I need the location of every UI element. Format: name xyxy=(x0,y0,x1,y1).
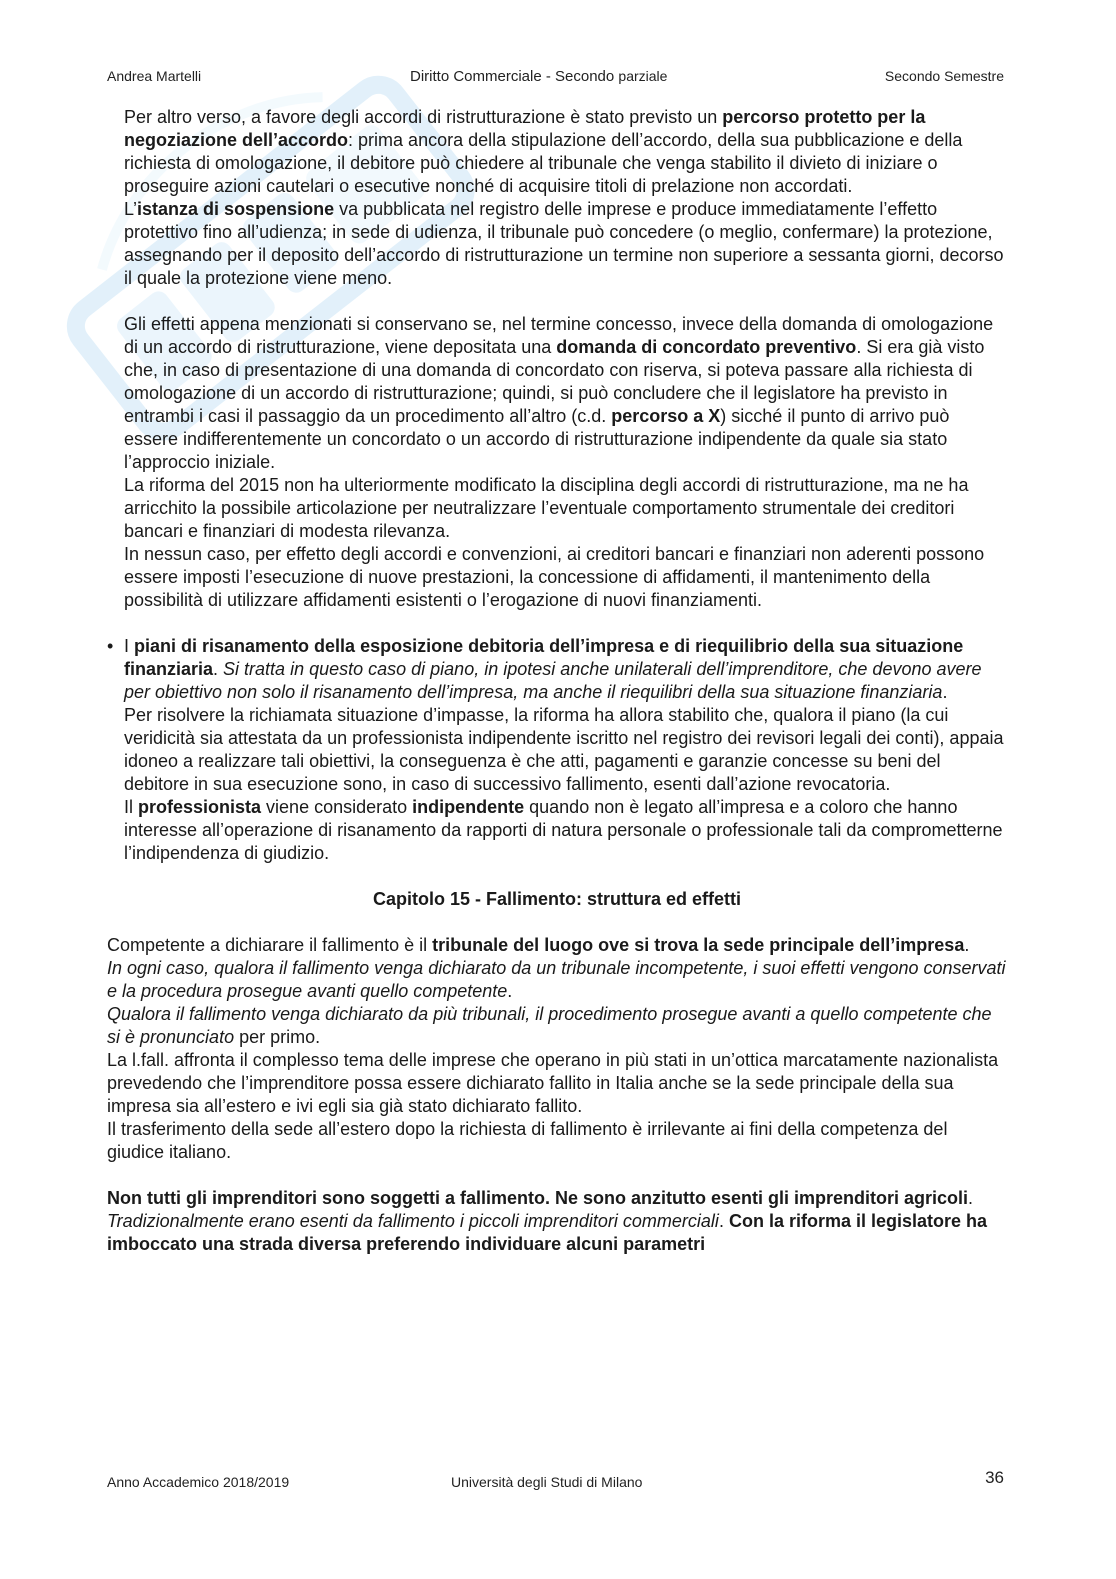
footer-page-number: 36 xyxy=(985,1468,1004,1487)
italic-text: Si tratta in questo caso di piano, in ipotesi anche unilaterali dell’imprenditore, che devono avere per obiettivo non solo il risanamento dell’impresa, ma anche il riequilibri della sua situazione finanziaria xyxy=(124,659,982,702)
bold-text: domanda di concordato preventivo xyxy=(556,337,857,357)
text-run: Per altro verso, a favore degli accordi di ristrutturazione è stato previsto un xyxy=(124,107,723,127)
bold-text: Non tutti gli imprenditori sono soggetti a fallimento. Ne sono anzitutto esenti gli imprenditori agricoli xyxy=(107,1188,969,1208)
text-run: : prima ancora della stipulazione dell’accordo, della sua pubblicazione e della richiesta di omologazione, il debitore può chiedere al tribunale che venga stabilito il divieto di iniziare o proseguire azioni cautelari o esecutive nonché di acquisire titoli di prelazione non accordati. xyxy=(124,130,963,196)
text-run: ) sicché il punto di arrivo può essere indifferentemente un concordato o un accordo di ristrutturazione indipendente da quale sia stato l’approccio iniziale. xyxy=(124,406,950,472)
text-run: . xyxy=(213,659,224,679)
page-content xyxy=(107,106,1007,1256)
header-author: Andrea Martelli xyxy=(107,68,202,84)
text-run: In nessun caso, per effetto degli accordi e convenzioni, ai creditori bancari e finanziari non aderenti possono essere imposti l’esecuzione di nuove prestazioni, la concessione di affidamenti, il mantenimento della possibilità di utilizzare affidamenti esistenti o l’erogazione di nuovi finanziamenti. xyxy=(124,544,985,610)
text-run: Per risolvere la richiamata situazione d’impasse, la riforma ha allora stabilito che, qualora il piano (la cui veridicità sia attestata da un professionista indipendente iscritto nel registro dei revisori legali dei conti), appaia idoneo a realizzare tali obiettivi, la conseguenza è che atti, pagamenti e garanzie concesse su beni del debitore in sua esecuzione sono, in caso di successivo fallimento, esenti dall’azione revocatoria. xyxy=(124,705,1004,794)
text-run: . xyxy=(964,935,970,955)
text-run: . xyxy=(718,1211,729,1231)
bold-text: piani di risanamento della esposizione debitoria dell’impresa e di riequilibrio della sua situazione finanziaria xyxy=(124,636,964,679)
bold-text: percorso a X xyxy=(611,406,721,426)
bullet-item-restructuring-plans xyxy=(107,635,1007,704)
paragraph-protected-path xyxy=(107,106,1007,198)
header-course-small: parziale xyxy=(618,68,668,84)
header-course-title: Diritto Commerciale - Secondo xyxy=(410,68,615,85)
chapter-title: Capitolo 15 - Fallimento: struttura ed effetti xyxy=(372,889,742,909)
paragraph-small-entrepreneurs xyxy=(107,1210,1007,1256)
text-run: . xyxy=(507,981,513,1001)
italic-text: Tradizionalmente erano esenti da fallimento i piccoli imprenditori commerciali xyxy=(107,1211,719,1231)
text-run: Il xyxy=(124,797,139,817)
header-course xyxy=(410,68,667,85)
paragraph-reform-2015 xyxy=(107,474,1007,543)
text-run: . Si era già visto che, in caso di presentazione di una domanda di concordato con riserva, si poteva passare alla richiesta di omologazione di un accordo di ristrutturazione; quindi, si può concludere che il legislatore ha previsto in entrambi i casi il passaggio da un procedimento all’altro (c.d. xyxy=(124,337,985,426)
paragraph-independent-professional xyxy=(107,796,1007,865)
bold-text: tribunale del luogo ove si trova la sede principale dell’impresa xyxy=(432,935,965,955)
paragraph-multiple-courts xyxy=(107,1003,1007,1049)
paragraph-effects-preserved xyxy=(107,313,1007,474)
text-run: viene considerato xyxy=(261,797,413,817)
paragraph-international xyxy=(107,1049,1007,1118)
footer-university: Università degli Studi di Milano xyxy=(451,1474,643,1490)
paragraph-competent-court xyxy=(107,934,1007,957)
paragraph-seat-transfer xyxy=(107,1118,1007,1164)
text-run: . xyxy=(968,1188,974,1208)
header-semester: Secondo Semestre xyxy=(884,68,1004,84)
text-run: L’ xyxy=(124,199,138,219)
paragraph-stay-request xyxy=(107,198,1007,290)
paragraph-non-adherent-creditors xyxy=(107,543,1007,612)
text-run: I xyxy=(124,636,135,656)
bold-text: indipendente xyxy=(412,797,525,817)
paragraph-incompetent-court xyxy=(107,957,1007,1003)
bold-text: istanza di sospensione xyxy=(137,199,335,219)
bullet-icon: • xyxy=(107,636,114,656)
paragraph-impasse xyxy=(107,704,1007,796)
text-run: Il trasferimento della sede all’estero dopo la richiesta di fallimento è irrilevante ai fini della competenza del giudice italiano. xyxy=(107,1119,948,1162)
paragraph-restructuring-plans xyxy=(107,635,1007,704)
bold-text: professionista xyxy=(138,797,262,817)
bold-text: Con la riforma il legislatore ha imboccato una strada diversa preferendo individuare alcuni parametri xyxy=(107,1211,988,1254)
footer-academic-year: Anno Accademico 2018/2019 xyxy=(107,1474,290,1490)
text-run: va pubblicata nel registro delle imprese e produce immediatamente l’effetto protettivo fino all’udienza; in sede di udienza, il tribunale può concedere (o meglio, confermare) la protezione, assegnando per il deposito dell’accordo di ristrutturazione un termine non superiore a sessanta giorni, decorso il quale la protezione viene meno. xyxy=(124,199,1004,288)
italic-text: In ogni caso, qualora il fallimento venga dichiarato da un tribunale incompetente, i suoi effetti vengono conservati e la procedura prosegue avanti quello competente xyxy=(107,958,1006,1001)
italic-text: Qualora il fallimento venga dichiarato da più tribunali, il procedimento prosegue avanti a quello competente che si è pronunciato xyxy=(107,1004,992,1047)
text-run: La riforma del 2015 non ha ulteriormente modificato la disciplina degli accordi di ristrutturazione, ma ne ha arricchito la possibile articolazione per neutralizzare l’eventuale comportamento strumentale dei creditori bancari e finanziari di modesta rilevanza. xyxy=(124,475,969,541)
text-run: Competente a dichiarare il fallimento è il xyxy=(107,935,433,955)
text-run: quando non è legato all’impresa e a coloro che hanno interesse all’operazione di risanamento da rapporti di natura personale o professionale tali da comprometterne l’indipendenza di giudizio. xyxy=(124,797,1003,863)
text-run: per primo. xyxy=(234,1027,321,1047)
text-run: La l.fall. affronta il complesso tema delle imprese che operano in più stati in un’ottica marcatamente nazionalista prevedendo che l’imprenditore possa essere dichiarato fallito in Italia anche se la sede principale della sua impresa sia all’estero e ivi egli sia già stato dichiarato fallito. xyxy=(107,1050,999,1116)
text-run: . xyxy=(942,682,948,702)
text-run: Gli effetti appena menzionati si conservano se, nel termine concesso, invece della domanda di omologazione di un accordo di ristrutturazione, viene depositata una xyxy=(124,314,994,357)
paragraph-exempt-entrepreneurs xyxy=(107,1187,1007,1210)
bold-text: percorso protetto per la negoziazione dell’accordo xyxy=(124,107,926,150)
